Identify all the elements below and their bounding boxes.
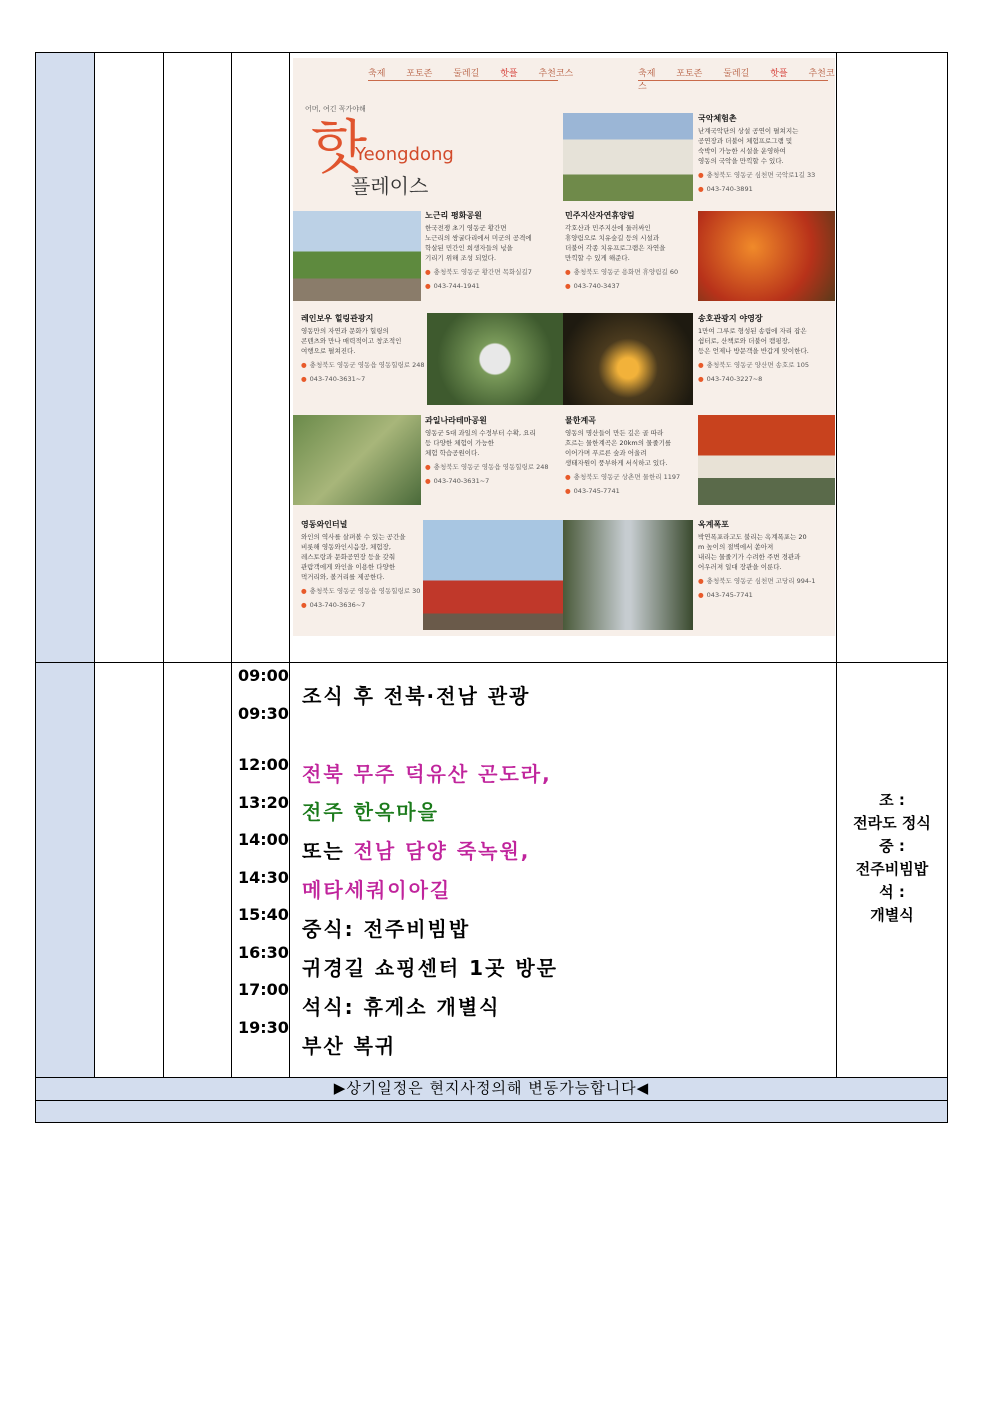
place-title: 국악체험촌: [698, 114, 737, 123]
meal-dinner-label: 석 :: [879, 883, 905, 901]
place-desc: 각호산과 민주지산에 둘러싸인 휴양림으로 치유숲길 등의 시설과 더불어 각종 치유프로그램은 자연을 만끽할 수 있게 해준다.: [565, 224, 666, 262]
place-desc: 영동만의 자연과 문화가 힐링의 콘텐츠와 만나 매력적이고 창조적인 여행으로 펼쳐진다.: [301, 327, 402, 355]
nav-item: 축제: [638, 69, 656, 79]
nav-item: 포토존: [406, 69, 433, 79]
waterfall-photo: [563, 520, 693, 630]
place-title: 물한계곡: [565, 416, 596, 425]
brochure-kicker: 어머, 여긴 꼭가야해: [305, 105, 366, 113]
meal-breakfast-label: 조 :: [879, 791, 905, 809]
place-phone: ● 043-740-3631~7: [425, 476, 560, 486]
place-phone: ● 043-740-3227~8: [698, 374, 833, 384]
meal-lunch-label: 중 :: [879, 837, 905, 855]
time-1930: 19:30: [238, 1018, 289, 1037]
place-desc: 난계국악단의 상설 공연이 펼쳐지는 공연장과 더불어 체험프로그램 및 숙박이 가능한 시설을 운영하여 영동의 국악을 만끽할 수 있다.: [698, 127, 799, 165]
valley-autumn-photo: [698, 415, 835, 505]
time-1200: 12:00: [238, 755, 289, 774]
place-fruit-park: [425, 416, 560, 486]
time-1540: 15:40: [238, 905, 289, 924]
place-desc: 1만여 그루로 형성된 송림에 자리 잡은 쉼터로, 산책로와 더불어 캠핑장, 등은 언제나 방문객을 반갑게 맞이한다.: [698, 327, 809, 355]
place-phone: ● 043-740-3631~7: [301, 374, 426, 384]
place-address: ● 충청북도 영동군 용화면 휴양림길 60: [565, 267, 695, 277]
brochure-logo-glyph: 핫: [311, 113, 368, 181]
nogeunri-park-photo: [293, 211, 421, 301]
schedule-line-lunch: 중식: 전주비빔밥: [302, 917, 471, 941]
nav-divider: [638, 80, 828, 81]
nav-item-active: 핫플: [500, 69, 518, 79]
region-cell-2: [94, 662, 164, 1078]
place-address: ● 충청북도 영동군 심천면 국악로1길 33: [698, 170, 833, 180]
place-desc: 와인의 역사를 살펴볼 수 있는 공간을 비롯해 영동와인시음장, 체험장, 레스토랑과 문화공연장 등을 갖춰 관람객에게 와인을 이용한 다양한 먹거리와, 볼거리를 제공한다.: [301, 533, 406, 581]
place-desc: 영동군 5대 과일의 수정부터 수확, 요리 등 다양한 체험이 가능한 체험 학습공원이다.: [425, 429, 536, 457]
place-desc: 한국전쟁 초기 영동군 황간면 노근리의 쌍굴다리에서 미군의 공격에 학살된 민간인 희생자들의 넋을 기리기 위해 조성 되었다.: [425, 224, 532, 262]
place-title: 옥계폭포: [698, 520, 729, 529]
place-desc: 박연폭포라고도 불리는 옥계폭포는 20 m 높이의 절벽에서 쏟아져 내리는 물줄기가 수려한 주변 경관과 어우러져 일대 장관을 이룬다.: [698, 533, 807, 571]
nav-divider: [368, 80, 558, 81]
place-address: ● 충청북도 영동군 영동읍 영동힐링로 248: [425, 462, 560, 472]
time-1320: 13:20: [238, 793, 289, 812]
place-rainbow: [301, 314, 426, 384]
transport-cell-1: [163, 52, 232, 663]
meal-cell-1: [836, 52, 948, 663]
time-1630: 16:30: [238, 943, 289, 962]
schedule-line-muju: 전북 무주 덕유산 곤도라,: [302, 762, 552, 786]
nav-item-active: 핫플: [770, 69, 788, 79]
day-cell-1: [35, 52, 95, 663]
place-title: 민주지산자연휴양림: [565, 211, 635, 220]
fruit-park-aerial-photo: [293, 415, 421, 505]
place-address: ● 충청북도 영동군 심천면 고당리 994-1: [698, 576, 833, 586]
nav-item: 추천코스: [538, 69, 574, 79]
camping-photo: [563, 313, 693, 405]
brochure-nav-right: [638, 66, 835, 92]
place-title: 송호관광지 야영장: [698, 314, 763, 323]
rainbow-healing-aerial-photo: [427, 313, 563, 405]
schedule-line-jeonju: 전주 한옥마을: [302, 800, 439, 824]
schedule-damyang-text: 전남 담양 죽녹원,: [353, 839, 531, 863]
place-phone: ● 043-744-1941: [425, 281, 560, 291]
place-okgye: [698, 520, 833, 600]
transport-cell-2: [163, 662, 232, 1078]
schedule-line-metasequoia: 메타세쿼이아길: [302, 878, 452, 902]
brochure-brand-kr: 플레이스: [351, 174, 429, 198]
place-address: ● 충청북도 영동군 영동읍 영동힐링로 30: [301, 586, 423, 596]
time-1700: 17:00: [238, 980, 289, 999]
place-title: 과일나라테마공원: [425, 416, 487, 425]
schedule-line-shopping: 귀경길 쇼핑센터 1곳 방문: [302, 956, 559, 980]
place-mulhan: [565, 416, 695, 496]
place-phone: ● 043-740-3891: [698, 184, 833, 194]
time-1430: 14:30: [238, 868, 289, 887]
nav-item: 추천코스: [638, 69, 835, 92]
time-1400: 14:00: [238, 830, 289, 849]
day-cell-2: [35, 662, 95, 1078]
time-0900: 09:00: [238, 666, 289, 685]
meal-lunch-value: 전주비빔밥: [855, 860, 929, 878]
yeongdong-brochure: [293, 58, 835, 636]
region-cell-1: [94, 52, 164, 663]
place-address: ● 충청북도 영동군 양산면 송호로 105: [698, 360, 833, 370]
place-minjujisan: [565, 211, 695, 291]
schedule-or-text: 또는: [302, 839, 354, 863]
place-phone: ● 043-740-3636~7: [301, 600, 423, 610]
nav-item: 둘레길: [453, 69, 480, 79]
place-desc: 영동의 명산들이 만든 깊은 골 따라 흐르는 물한계곡은 20km의 물줄기를 이어가며 푸르른 숲과 어울려 생태자원이 풍부하게 서식하고 있다.: [565, 429, 672, 467]
place-phone: ● 043-745-7741: [565, 486, 695, 496]
time-0930: 09:30: [238, 704, 289, 723]
schedule-line-return: 부산 복귀: [302, 1034, 397, 1058]
place-address: ● 충청북도 영동군 황간면 목화실길7: [425, 267, 560, 277]
nav-item: 둘레길: [723, 69, 750, 79]
place-phone: ● 043-745-7741: [698, 590, 833, 600]
meal-dinner-value: 개별식: [870, 906, 914, 924]
nav-item: 포토존: [676, 69, 703, 79]
place-gugak: [698, 114, 833, 194]
forest-autumn-photo: [698, 211, 835, 301]
place-title: 레인보우 힐링관광지: [301, 314, 374, 323]
place-address: ● 충청북도 영동군 상촌면 물한리 1197: [565, 472, 695, 482]
time-cell-1: [231, 52, 290, 663]
footer-row: [35, 1100, 948, 1123]
schedule-line-dinner: 석식: 휴게소 개별식: [302, 995, 501, 1019]
meal-breakfast-value: 전라도 정식: [853, 814, 931, 832]
schedule-line-breakfast: 조식 후 전북·전남 관광: [302, 684, 531, 708]
brochure-brand-en: Yeongdong: [355, 144, 454, 165]
meal-info: [836, 789, 948, 927]
place-nogeunri: [425, 211, 560, 291]
schedule-line-damyang: [302, 835, 530, 864]
place-wine-tunnel: [301, 520, 423, 610]
brochure-nav-left: [368, 66, 591, 79]
place-title: 노근리 평화공원: [425, 211, 482, 220]
place-address: ● 충청북도 영동군 영동읍 영동힐링로 248: [301, 360, 426, 370]
nav-item: 축제: [368, 69, 386, 79]
place-songho: [698, 314, 833, 384]
gugak-village-photo: [563, 113, 693, 201]
place-phone: ● 043-740-3437: [565, 281, 695, 291]
schedule-change-notice: ▶상기일정은 현지사정의해 변동가능합니다◀: [333, 1079, 650, 1097]
wine-tunnel-photo: [423, 520, 563, 630]
place-title: 영동와인터널: [301, 520, 348, 529]
